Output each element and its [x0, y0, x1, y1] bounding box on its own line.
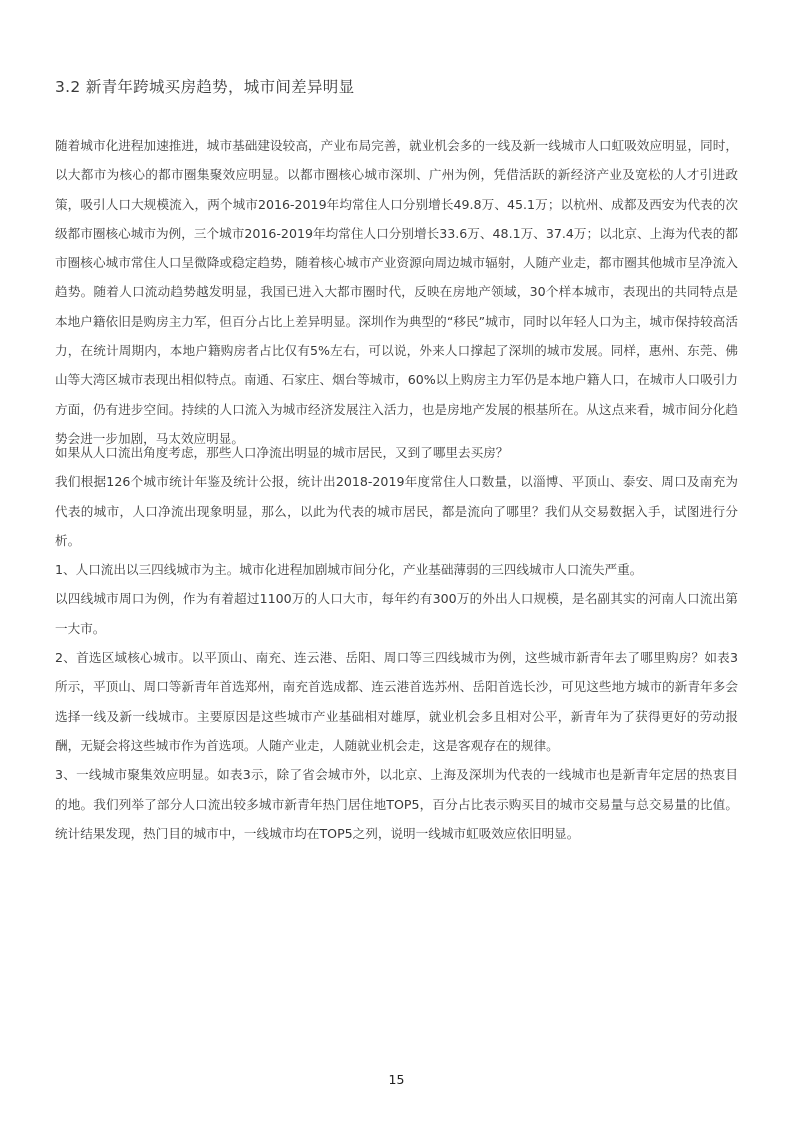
section-heading: 3.2 新青年跨城买房趋势，城市间差异明显 — [55, 78, 355, 96]
intro-paragraph-block — [55, 131, 738, 453]
page-number: 15 — [388, 1072, 405, 1087]
paragraph-data-source: 我们根据126个城市统计年鉴及统计公报，统计出2018-2019年度常住人口数量，以淄博、平顶山、泰安、周口及南充为代表的城市，人口净流出现象明显，那么，以此为代表的城市居民，都是流向了哪里？我们从交易数据入手，试图进行分析。 — [55, 474, 738, 548]
paragraph-point-1: 1、人口流出以三四线城市为主。城市化进程加剧城市间分化，产业基础薄弱的三四线城市人口流失严重。 — [55, 562, 643, 578]
analysis-paragraph-block — [55, 438, 738, 848]
paragraph-question: 如果从人口流出角度考虑，那些人口净流出明显的城市居民，又到了哪里去买房？ — [55, 445, 509, 460]
paragraph-zhoukou-example: 以四线城市周口为例，作为有着超过1100万的人口大市，每年约有300万的外出人口规模，是名副其实的河南人口流出第一大市。 — [55, 591, 738, 636]
paragraph-point-3: 3、一线城市聚集效应明显。如表3示，除了省会城市外，以北京、上海及深圳为代表的一线城市也是新青年定居的热衷目的地。我们列举了部分人口流出较多城市新青年热门居住地TOP5，百分占比表示购买目的城市交易量与总交易量的比值。统计结果发现，热门目的城市中，一线城市均在TOP5之列，说明一线城市虹吸效应依旧明显。 — [55, 767, 738, 841]
paragraph-urbanization: 随着城市化进程加速推进，城市基础建设较高，产业布局完善，就业机会多的一线及新一线城市人口虹吸效应明显，同时，以大都市为核心的都市圈集聚效应明显。以都市圈核心城市深圳、广州为例，凭借活跃的新经济产业及宽松的人才引进政策，吸引人口大规模流入，两个城市2016-2019年均常住人口分别增长49.8万、45.1万；以杭州、成都及西安为代表的次级都市圈核心城市为例，三个城市2016-2019年均常住人口分别增长33.6万、48.1万、37.4万；以北京、上海为代表的都市圈核心城市常住人口呈微降或稳定趋势，随着核心城市产业资源向周边城市辐射，人随产业走，都市圈其他城市呈净流入趋势。随着人口流动趋势越发明显，我国已进入大都市圈时代，反映在房地产领域，30个样本城市，表现出的共同特点是本地户籍依旧是购房主力军，但百分占比上差异明显。深圳作为典型的“移民”城市，同时以年轻人口为主，城市保持较高活力，在统计周期内，本地户籍购房者占比仅有5%左右，可以说，外来人口撑起了深圳的城市发展。同样，惠州、东莞、佛山等大湾区城市表现出相似特点。南通、石家庄、烟台等城市，60%以上购房主力军仍是本地户籍人口，在城市人口吸引力方面，仍有进步空间。持续的人口流入为城市经济发展注入活力，也是房地产发展的根基所在。从这点来看，城市间分化趋势会进一步加剧，马太效应明显。 — [55, 138, 738, 446]
paragraph-point-2: 2、首选区域核心城市。以平顶山、南充、连云港、岳阳、周口等三四线城市为例，这些城市新青年去了哪里购房？如表3所示，平顶山、周口等新青年首选郑州，南充首选成都、连云港首选苏州、岳阳首选长沙，可见这些地方城市的新青年多会选择一线及新一线城市。主要原因是这些城市产业基础相对雄厚，就业机会多且相对公平，新青年为了获得更好的劳动报酬，无疑会将这些城市作为首选项。人随产业走，人随就业机会走，这是客观存在的规律。 — [55, 650, 738, 753]
